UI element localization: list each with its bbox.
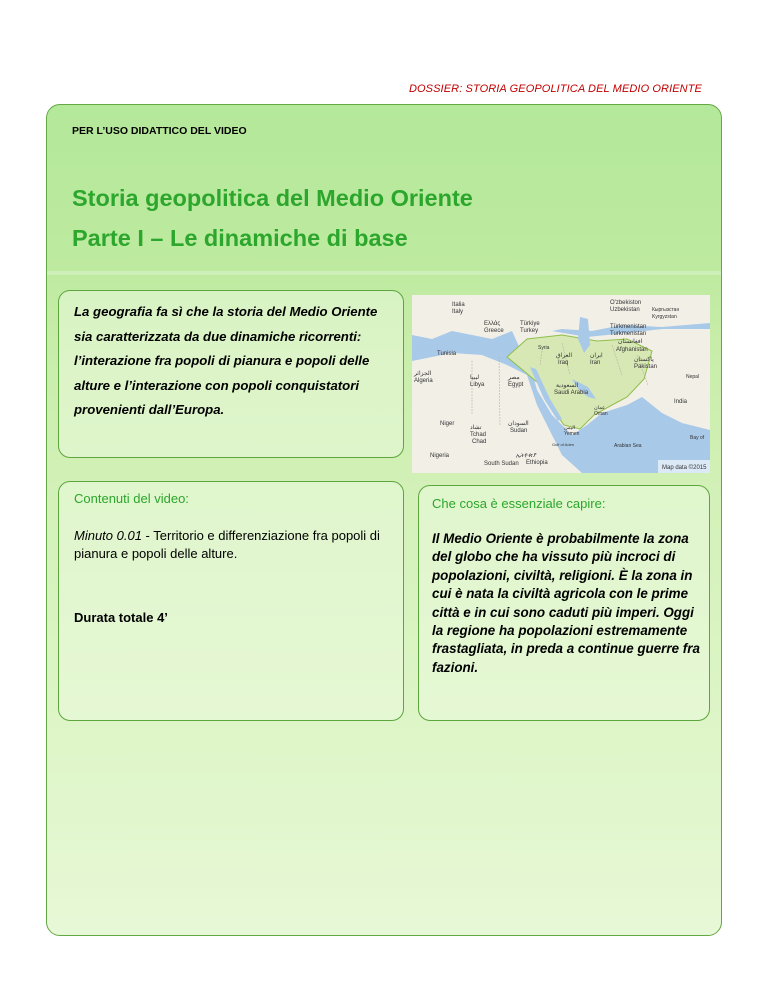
minute-entry: [74, 527, 384, 563]
map-label-pakistan: Pakistan: [634, 364, 658, 370]
map-label-turkmenistan: Turkmenistan: [610, 331, 647, 337]
map-label-kyrgyzstan: Kyrgyzstan: [652, 314, 677, 320]
map-label-italy: Italy: [452, 309, 464, 315]
intro-text: La geografia fa sì che la storia del Medio Oriente sia caratterizzata da due dinamiche ricorrenti: l’interazione fra popoli di pianura e popoli delle alture e l’interazione con popoli conquistatori provenienti dall’Europa.: [74, 304, 378, 418]
map-label-south-sudan: South Sudan: [484, 461, 519, 467]
map-label-aden: Gulf of Aden: [552, 442, 575, 447]
panel-divider: [47, 271, 721, 275]
map-label-turkey: Turkey: [520, 328, 539, 334]
map-label-egypt-local: مصر: [508, 375, 520, 381]
map-label-turkmenistan-local: Türkmenistan: [610, 324, 647, 330]
title-line-2: Parte I – Le dinamiche di base: [72, 225, 408, 251]
map-label-saudi-local: السعودية: [556, 383, 579, 389]
map-label-chad-local: تشاد: [470, 425, 482, 431]
map-label-sudan: Sudan: [510, 428, 528, 434]
map-label-india: India: [674, 399, 688, 405]
map-label-libya: Libya: [470, 382, 485, 388]
map-label-yemen: Yemen: [564, 431, 580, 437]
map-label-syria: Syria: [538, 345, 550, 351]
map-label-nepal: Nepal: [686, 374, 700, 380]
map-label-tchad: Tchad: [470, 432, 487, 438]
contents-box: [58, 481, 404, 721]
map-label-kyrgyzstan-local: Кыргызстан: [652, 307, 680, 313]
contents-title: Contenuti del video:: [74, 491, 189, 506]
map-label-greece: Greece: [484, 328, 504, 334]
map-label-egypt: Egypt: [508, 382, 524, 388]
map-label-sudan-local: السودان: [508, 421, 529, 427]
map-label-yemen-local: اليمن: [564, 425, 576, 431]
dossier-header: DOSSIER: STORIA GEOPOLITICA DEL MEDIO ORIENTE: [408, 83, 702, 95]
map-label-iran-local: ایران: [590, 353, 603, 359]
map-label-arabian-sea: Arabian Sea: [614, 443, 642, 449]
map-label-nigeria: Nigeria: [430, 453, 450, 459]
essential-title: Che cosa è essenziale capire:: [432, 496, 606, 511]
map-label-uzbekistan: Uzbekistan: [610, 307, 640, 313]
map-graphic: [412, 295, 710, 473]
title-line-1: Storia geopolitica del Medio Oriente: [72, 185, 473, 211]
middle-east-map: [412, 295, 710, 473]
map-label-afghanistan: Afghanistan: [616, 347, 648, 353]
map-label-afghanistan-local: افغانستان: [618, 339, 643, 345]
duration: Durata totale 4’: [74, 610, 168, 625]
map-label-algeria: Algeria: [414, 378, 433, 384]
map-label-libya-local: ليبيا: [470, 375, 480, 381]
map-label-ethiopia: Ethiopia: [526, 460, 548, 466]
map-label-saudi: Saudi Arabia: [554, 390, 589, 396]
map-label-oman-local: عمان: [594, 405, 606, 411]
map-label-tunisia: Tunisia: [437, 351, 457, 357]
map-label-iraq-local: العراق: [556, 353, 573, 359]
map-label-ethiopia-local: ኢትዮጵያ: [516, 453, 537, 459]
map-label-oman: Oman: [594, 411, 608, 417]
map-label-chad: Chad: [472, 439, 487, 445]
lesson-title: [72, 178, 473, 258]
minute-label: Minuto 0.01: [74, 528, 142, 543]
map-credit: Map data ©2015: [662, 465, 707, 471]
essential-text: Il Medio Oriente è probabilmente la zona del globo che ha vissuto più incroci di popolazioni, civiltà, religioni. È la zona in cui è nata la civiltà agricola con le prime città e in cui sono caduti più imperi. Oggi la regione ha popolazioni estremamente frastagliata, in preda a continue guerre fra fazioni.: [432, 531, 700, 675]
map-label-iran: Iran: [590, 360, 601, 366]
map-label-niger: Niger: [440, 421, 455, 427]
map-label-pakistan-local: پاکستان: [634, 357, 654, 363]
minute-text: - Territorio e differenziazione fra popoli di pianura e popoli delle alture.: [74, 528, 380, 561]
map-label-uzbekistan-local: O'zbekiston: [610, 300, 642, 306]
map-label-iraq: Iraq: [558, 360, 569, 366]
map-label-bay: Bay of: [690, 435, 705, 441]
map-label-algeria-local: الجزائر: [414, 371, 432, 377]
didactic-label: PER L’USO DIDATTICO DEL VIDEO: [72, 125, 247, 137]
map-label-turkiye: Türkiye: [520, 321, 540, 327]
map-label-greece-local: Ελλάς: [484, 321, 501, 327]
map-label-italia: Italia: [452, 302, 465, 308]
